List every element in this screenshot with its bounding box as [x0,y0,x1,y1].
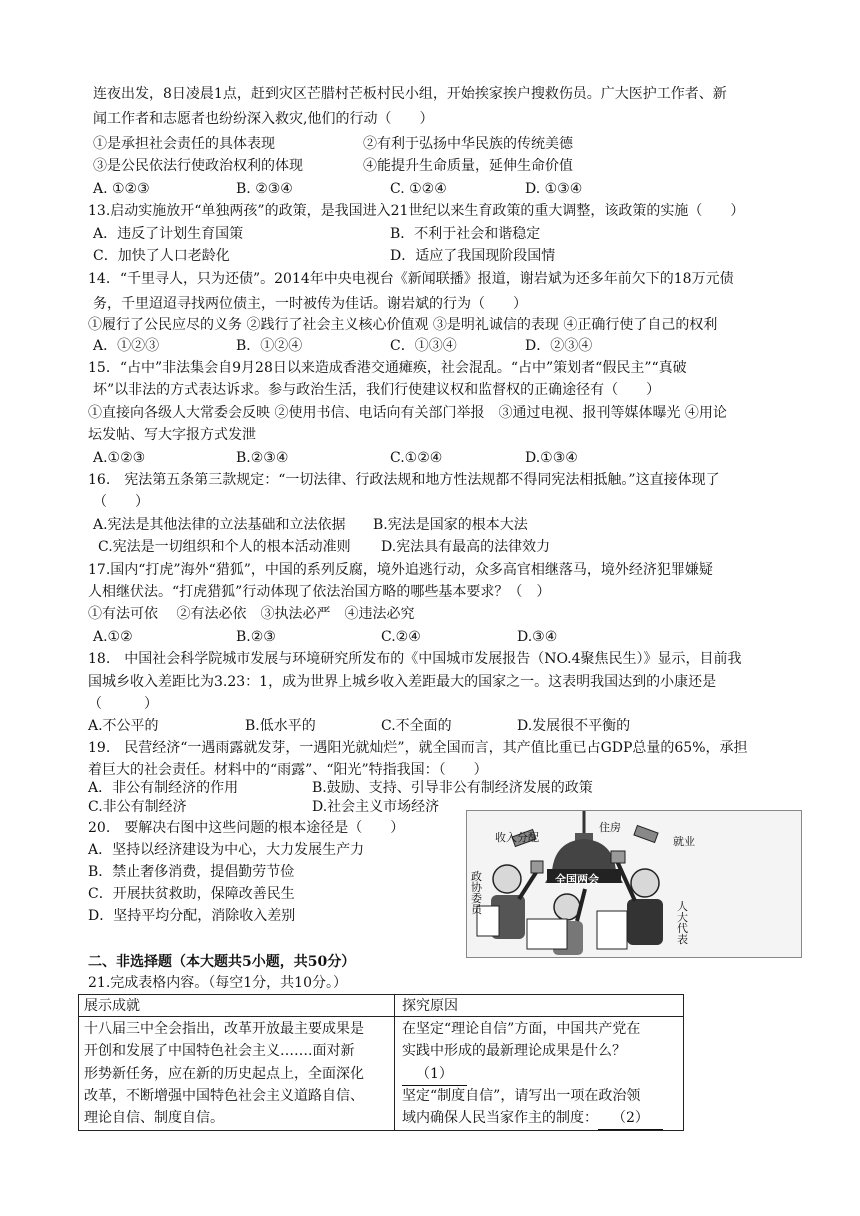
answer-blank-2[interactable]: （2） [598,1107,663,1130]
table-left-line2: 开创和发展了中国特色社会主义…….面对新 [84,1043,355,1059]
q21-stem: 21.完成表格内容。（每空1分，共10分。） [88,975,347,991]
q14-choice-a: A．①②③ [93,338,160,354]
q14-choice-b: B．①②④ [236,338,303,354]
q18-stem-line3: （ ） [88,696,158,712]
q16-choice-b: B.宪法是国家的根本大法 [373,517,528,533]
q15-options-line1: ①直接向各级人大常委会反映 ②使用书信、电话向有关部门举报 ③通过电视、报刊等媒体曝光 ④用论 [88,405,727,421]
q16-stem-line2: （ ） [93,494,149,510]
table-left-line1: 十八届三中全会指出，改革开放最主要成果是 [84,1021,364,1037]
q16-choice-c: C.宪法是一切组织和个人的根本活动准则 [98,539,351,555]
q15-choice-d: D.①③④ [525,450,578,466]
q19-stem-line2: 着巨大的社会责任。材料中的“雨露”、“阳光”特指我国：（ ） [88,762,488,778]
table-right-line4-row [402,1107,663,1130]
table-right-line2: 实践中形成的最新理论成果是什么？ [402,1043,626,1059]
cartoon-two-sessions [466,810,802,958]
q17-choice-d: D.③④ [517,629,558,645]
table-header-reasons: 探究原因 [402,998,458,1014]
blank-1-label: （1） [402,1063,467,1086]
q13-stem: 13.启动实施放开“单独两孩”的政策，是我国进入21世纪以来生育政策的重大调整，该政策的实施（ ） [88,203,745,219]
q12-option-4: ④能提升生命质量，延伸生命价值 [363,158,573,174]
q18-choice-c: C.不全面的 [381,718,452,734]
cartoon-label-employment: 就业 [673,835,695,848]
q12-stem-line2: 闻工作者和志愿者也纷纷深入救灾,他们的行动（ ） [93,111,434,127]
q12-choice-c: C. ①②④ [390,181,447,197]
table-right-line4: 域内确保人民当家作主的制度： [402,1110,598,1126]
q20-choice-d: D．坚持平均分配，消除收入差别 [88,908,296,924]
q17-options: ①有法可依 ②有法必依 ③执法必严 ④违法必究 [88,606,415,622]
table-right-line3: 坚定“制度自信”，请写出一项在政治领 [402,1088,641,1104]
q19-choice-c: C.非公有制经济 [88,799,187,815]
q14-choice-d: D．②③④ [525,338,593,354]
cartoon-label-housing: 住房 [599,821,621,834]
cartoon-label-income: 收入分配 [495,831,539,844]
q17-choice-b: B.②③ [236,629,276,645]
q20-choice-c: C．开展扶贫救助，保障改善民生 [88,886,295,902]
q19-stem-line1: 19. 民营经济“一遇雨露就发芽，一遇阳光就灿烂”，就全国而言，其产值比重已占GDP总量的65%，承担 [88,740,748,756]
q17-choice-c: C.②④ [381,629,421,645]
q15-options-line2: 坛发帖、写大字报方式发泄 [88,427,256,443]
q16-choice-a: A.宪法是其他法律的立法基础和立法依据 [93,517,346,533]
q16-choice-d: D.宪法具有最高的法律效力 [381,539,551,555]
q20-choice-b: B．禁止奢侈消费，提倡勤劳节俭 [88,864,295,880]
q18-choice-d: D.发展很不平衡的 [517,718,631,734]
q13-choice-a: A．违反了计划生育国策 [93,226,244,242]
q17-stem-line1: 17.国内“打虎”海外“猎狐”，中国的系列反腐，境外追逃行动，众多高官相继落马，境外经济犯罪嫌疑 [88,562,713,578]
answer-blank-1[interactable] [402,1063,467,1086]
table-header-achievements: 展示成就 [84,998,140,1014]
cartoon-label-left: 政协委员 [471,870,482,916]
table-left-line5: 理论自信、制度自信。 [84,1110,224,1126]
q19-choice-b: B.鼓励、支持、引导非公有制经济发展的政策 [312,780,593,796]
q12-option-1: ①是承担社会责任的具体表现 [93,136,275,152]
q12-choice-b: B. ②③④ [236,181,293,197]
q20-choice-a: A．坚持以经济建设为中心，大力发展生产力 [88,842,365,858]
q17-choice-a: A.①② [93,629,133,645]
q19-choice-a: A．非公有制经济的作用 [88,780,239,796]
q17-stem-line2: 人相继伏法。“打虎猎狐”行动体现了依法治国方略的哪些基本要求？（ ） [88,584,551,600]
q18-choice-a: A.不公平的 [88,718,159,734]
table-left-line3: 形势新任务，应在新的历史起点上，全面深化 [84,1066,364,1082]
q12-option-3: ③是公民依法行使政治权利的体现 [93,158,303,174]
q15-choice-b: B.②③④ [236,450,289,466]
q14-options: ①履行了公民应尽的义务 ②践行了社会主义核心价值观 ③是明礼诚信的表现 ④正确行使了自己的权利 [88,317,718,333]
q13-choice-b: B．不利于社会和谐稳定 [390,226,541,242]
q15-stem-line1: 15．“占中”非法集会自9月28日以来造成香港交通瘫痪，社会混乱。“占中”策划者“假民主”“真破 [88,360,687,376]
q15-choice-c: C.①②④ [390,450,443,466]
table-left-line4: 改革，不断增强中国特色社会主义道路自信、 [84,1088,364,1104]
q13-choice-d: D．适应了我国现阶段国情 [390,248,556,264]
q18-stem-line1: 18. 中国社会科学院城市发展与环境研究所发布的《中国城市发展报告（NO.4聚焦民生）》显示，目前我 [88,651,742,667]
q18-stem-line2: 国城乡收入差距比为3.23：1，成为世界上城乡收入差距最大的国家之一。这表明我国达到的小康还是 [88,674,717,690]
cartoon-label-right: 人大代表 [677,900,688,946]
table-right-line1: 在坚定“理论自信”方面，中国共产党在 [402,1021,641,1037]
q12-stem-line1: 连夜出发，8日凌晨1点，赶到灾区芒腊村芒板村民小组，开始挨家挨户搜救伤员。广大医护工作者、新 [93,86,727,102]
q19-choice-d: D.社会主义市场经济 [312,799,440,815]
q18-choice-b: B.低水平的 [245,718,316,734]
q15-stem-line2: 坏”以非法的方式表达诉求。参与政治生活，我们行使建议权和监督权的正确途径有（ ） [93,382,661,398]
q12-choice-a: A. ①②③ [93,181,150,197]
q16-stem-line1: 16. 宪法第五条第三款规定：“一切法律、行政法规和地方性法规都不得同宪法相抵触。”这直接体现了 [88,472,720,488]
cartoon-label-bell: 全国两会 [555,873,599,886]
q13-choice-c: C．加快了人口老龄化 [93,248,230,264]
q14-choice-c: C．①③④ [390,338,457,354]
q14-stem-line1: 14．“千里寻人，只为还债”。2014年中央电视台《新闻联播》报道，谢岩斌为还多年前欠下的18万元债 [88,271,734,287]
q12-option-2: ②有利于弘扬中华民族的传统美德 [363,136,573,152]
q15-choice-a: A.①②③ [93,450,146,466]
section2-heading: 二、非选择题（本大题共5小题，共50分） [88,954,356,970]
q20-stem: 20. 要解决右图中这些问题的根本途径是（ ） [88,820,405,836]
q14-stem-line2: 务，千里迢迢寻找两位债主，一时被传为佳话。谢岩斌的行为（ ） [93,296,527,312]
q12-choice-d: D. ①③④ [525,181,583,197]
